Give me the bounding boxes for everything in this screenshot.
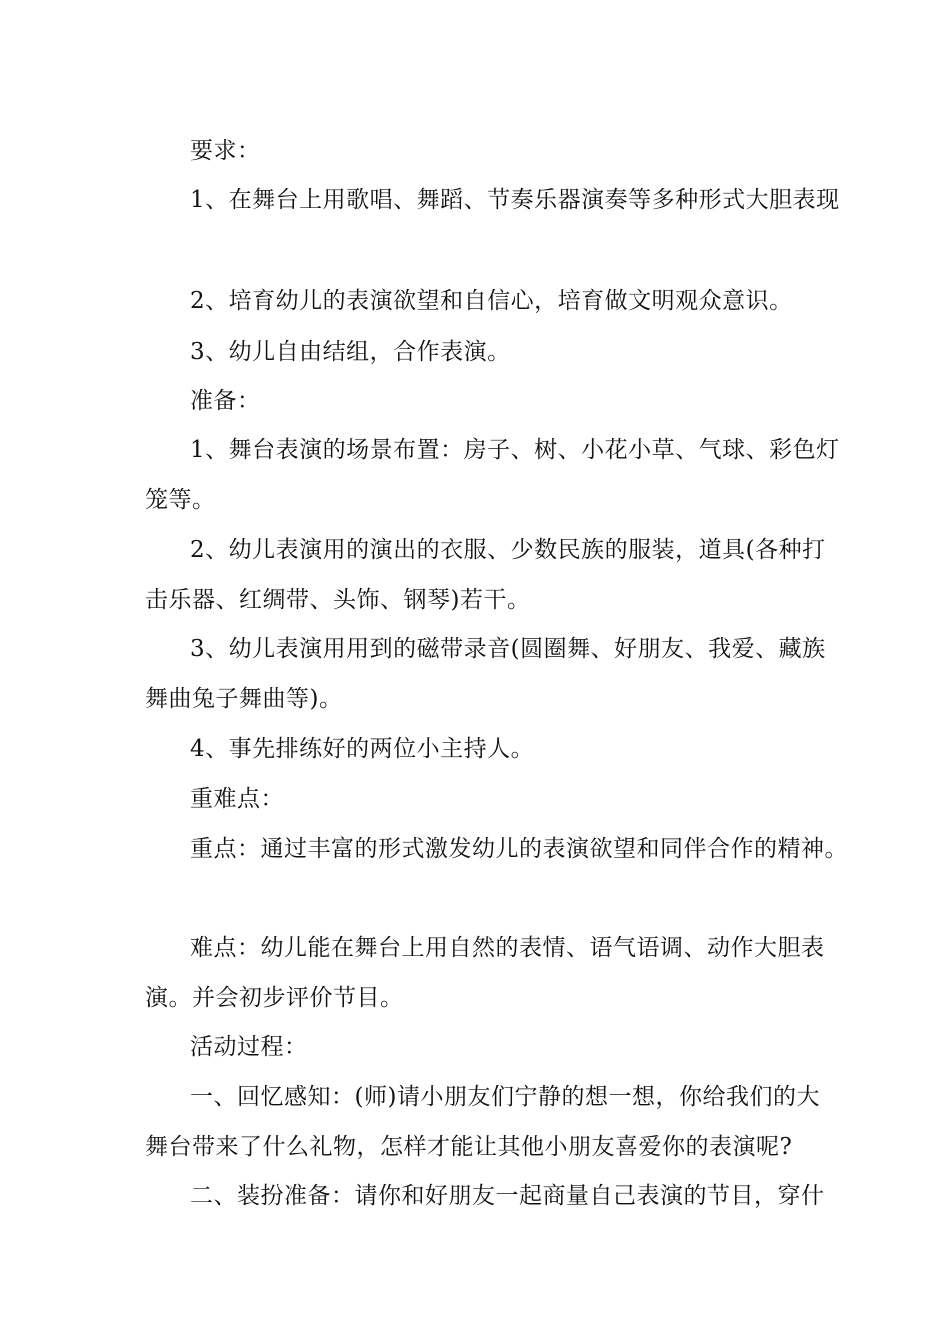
preparation-item-4: 4、事先排练好的两位小主持人。 [190, 736, 535, 762]
process-step-2: 二、装扮准备：请你和好朋友一起商量自己表演的节目，穿什 [190, 1183, 825, 1209]
process-step-1: 一、回忆感知：(师)请小朋友们宁静的想一想，你给我们的大 [190, 1084, 820, 1110]
preparation-item-1-cont: 笼等。 [145, 487, 216, 513]
heading-requirements: 要求： [190, 138, 261, 164]
preparation-item-2-cont: 击乐器、红绸带、头饰、钢琴)若干。 [145, 587, 531, 613]
heading-key-points: 重难点： [190, 786, 284, 812]
preparation-item-2: 2、幼儿表演用的演出的衣服、少数民族的服装，道具(各种打 [190, 537, 826, 563]
preparation-item-3: 3、幼儿表演用用到的磁带录音(圆圈舞、好朋友、我爱、藏族 [190, 636, 826, 662]
difficult-point-cont: 演。并会初步评价节目。 [145, 985, 404, 1011]
requirement-item-1: 1、在舞台上用歌唱、舞蹈、节奏乐器演奏等多种形式大胆表现 [190, 187, 840, 213]
requirement-item-2: 2、培育幼儿的表演欲望和自信心，培育做文明观众意识。 [190, 288, 793, 314]
heading-activity-process: 活动过程： [190, 1034, 308, 1060]
key-point: 重点：通过丰富的形式激发幼儿的表演欲望和同伴合作的精神。 [190, 836, 848, 862]
heading-preparation: 准备： [190, 388, 261, 414]
difficult-point: 难点：幼儿能在舞台上用自然的表情、语气语调、动作大胆表 [190, 935, 825, 961]
requirement-item-3: 3、幼儿自由结组，合作表演。 [190, 339, 511, 365]
preparation-item-3-cont: 舞曲兔子舞曲等)。 [145, 686, 343, 712]
preparation-item-1: 1、舞台表演的场景布置：房子、树、小花小草、气球、彩色灯 [190, 437, 840, 463]
process-step-1-cont: 舞台带来了什么礼物，怎样才能让其他小朋友喜爱你的表演呢? [145, 1134, 793, 1160]
